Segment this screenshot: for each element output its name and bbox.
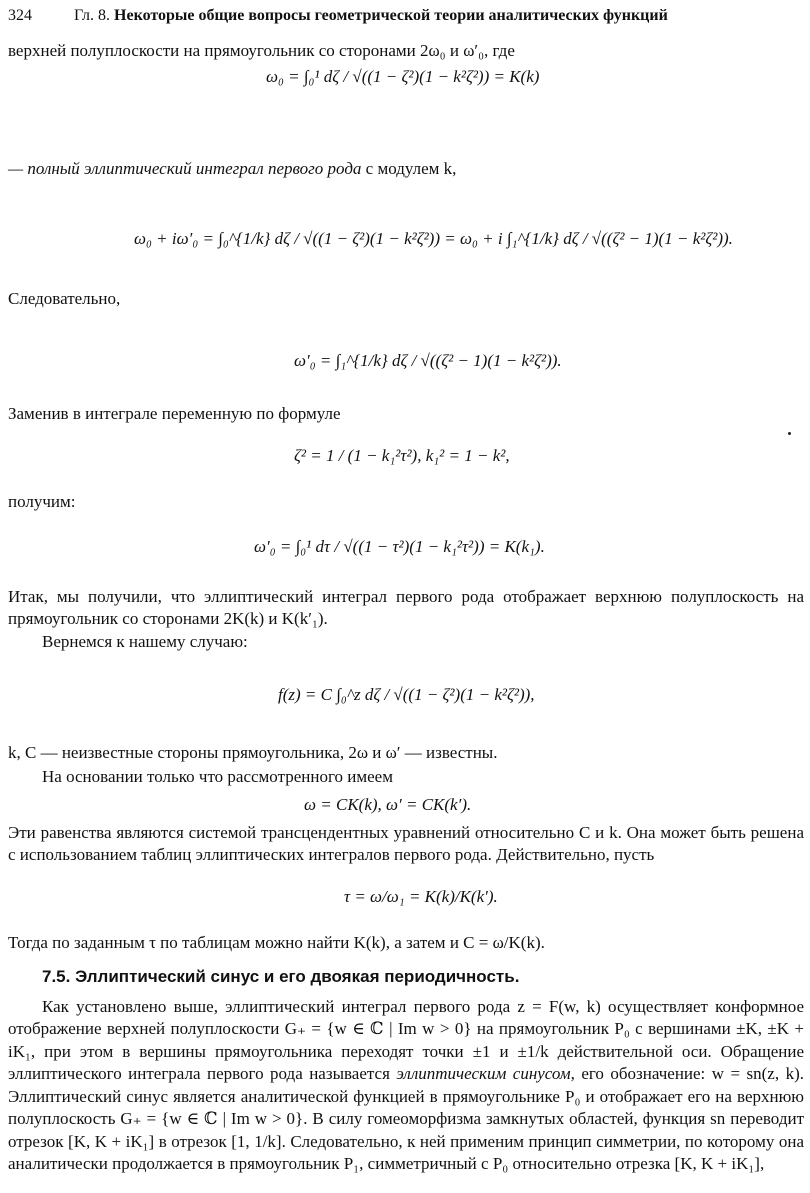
paragraph-3: На основании только что рассмотренного имеем <box>42 767 393 786</box>
equation-5 <box>254 536 545 558</box>
equation-3 <box>294 350 562 372</box>
chapter-title: Гл. 8. Некоторые общие вопросы геометрической теории аналитических функций <box>74 7 668 24</box>
equation-6-text: f(z) = C ∫₀^z dζ / √((1 − ζ²)(1 − k²ζ²)), <box>278 685 535 704</box>
section-heading: 7.5. Эллиптический синус и его двоякая периодичность. <box>42 967 520 986</box>
paragraph-1: Итак, мы получили, что эллиптический интеграл первого рода отображает верхнюю полуплоскость на прямоугольник со сторонами 2K(k) и K(k′₁). <box>8 587 804 629</box>
equation-1-text: ω₀ = ∫₀¹ dζ / √((1 − ζ²)(1 − k²ζ²)) = K(k) <box>266 67 540 86</box>
paragraph-2: Вернемся к нашему случаю: <box>42 632 248 651</box>
text-line-6: k, C — неизвестные стороны прямоугольника, 2ω и ω′ — известны. <box>8 743 498 762</box>
equation-7-text: ω = CK(k), ω′ = CK(k′). <box>304 795 472 814</box>
text-line-4: Заменив в интеграле переменную по формуле <box>8 404 341 423</box>
term-elliptic-sine: эллиптическим синусом <box>396 1064 571 1084</box>
equation-4-text: ζ² = 1 / (1 − k₁²τ²), k₁² = 1 − k², <box>294 446 510 465</box>
equation-3-text: ω′₀ = ∫₁^{1/k} dζ / √((ζ² − 1)(1 − k²ζ²)). <box>294 351 562 370</box>
text-line-7: Тогда по заданным τ по таблицам можно найти K(k), а затем и C = ω/K(k). <box>8 933 545 952</box>
equation-4 <box>294 445 510 467</box>
text-line-2: — полный эллиптический интеграл первого рода с модулем k, <box>8 159 457 178</box>
page <box>8 0 804 1193</box>
text-line-5: получим: <box>8 492 76 511</box>
equation-5-text: ω′₀ = ∫₀¹ dτ / √((1 − τ²)(1 − k₁²τ²)) = K(k₁). <box>254 537 545 556</box>
equation-8-text: τ = ω/ω₁ = K(k)/K(k′). <box>344 887 498 906</box>
text-line-3: Следовательно, <box>8 289 121 308</box>
equation-8 <box>344 886 498 908</box>
stray-dot <box>788 432 791 435</box>
text-line-1: верхней полуплоскости на прямоугольник со сторонами 2ω₀ и ω′₀, где <box>8 41 515 60</box>
paragraph-4: Эти равенства являются системой трансцендентных уравнений относительно C и k. Она может быть решена с использованием таблиц эллиптических интегралов первого рода. Действительно, пусть <box>8 823 804 865</box>
equation-7 <box>304 794 471 816</box>
page-number: 324 <box>8 7 32 24</box>
equation-6 <box>278 684 535 706</box>
equation-1 <box>266 66 539 88</box>
paragraph-5: Как установлено выше, эллиптический интеграл первого рода z = F(w, k) осуществляет конформное отображение верхней полуплоскости G₊ = {w ∈ ℂ | Im w > 0} на прямоугольник P₀ с вершинами ±K, ±K + iK₁, при этом в вершины прямоугольника переходят точки ±1 и ±1/k действительной оси. Обращение эллиптического интеграла первого рода называется эллиптическим синусом, его обозначение: w = sn(z, k). Эллиптический синус является аналитической функцией в прямоугольнике P₀ и отображает его на верхнюю полуплоскость G₊ = {w ∈ ℂ | Im w > 0}. В силу гомеоморфизма замкнутых областей, функция sn переводит отрезок [K, K + iK₁] в отрезок [1, 1/k]. Следовательно, к ней применим принцип симметрии, по которому она аналитически продолжается в прямоугольник P₁, симметричный с P₀ относительно отрезка [K, K + iK₁], <box>8 997 804 1174</box>
equation-2-text: ω₀ + iω′₀ = ∫₀^{1/k} dζ / √((1 − ζ²)(1 − k²ζ²)) = ω₀ + i ∫₁^{1/k} dζ / √((ζ² − 1)(1 − k²ζ²)). <box>134 229 733 248</box>
equation-2 <box>134 228 733 250</box>
